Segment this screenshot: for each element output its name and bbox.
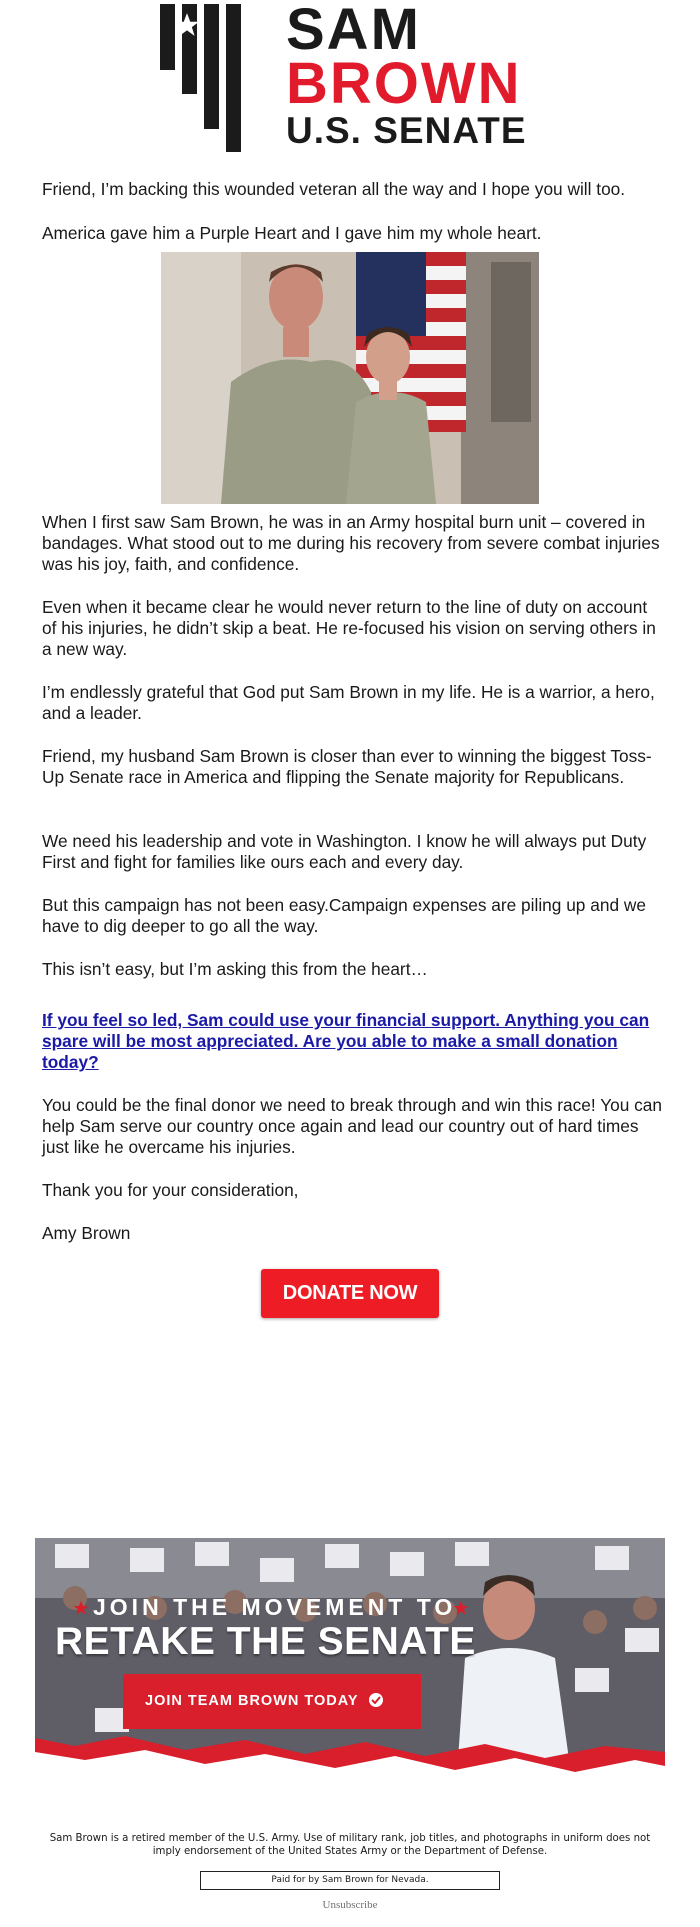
logo-office: U.S. SENATE bbox=[286, 110, 527, 151]
letter-paragraph: We need his leadership and vote in Washington. I know he will always put Duty First and fight for families like ours each and every day. bbox=[42, 831, 647, 872]
letter-paragraph: I’m endlessly grateful that God put Sam Brown in my life. He is a warrior, a hero, and a leader. bbox=[42, 682, 655, 723]
donate-now-button[interactable]: DONATE NOW bbox=[261, 1269, 439, 1318]
star-icon bbox=[174, 12, 200, 38]
logo-name-first: SAM bbox=[286, 0, 421, 62]
join-movement-banner[interactable] bbox=[35, 1538, 665, 1803]
letter-paragraph: This isn’t easy, but I’m asking this from the heart… bbox=[42, 959, 428, 979]
letter-paragraph: Friend, my husband Sam Brown is closer than ever to winning the biggest Toss-Up Senate race in America and flipping the Senate majority for Republicans. bbox=[42, 746, 652, 787]
letter-paragraph: But this campaign has not been easy.Campaign expenses are piling up and we have to dig deeper to go all the way. bbox=[42, 895, 646, 936]
logo-stripe bbox=[160, 4, 175, 70]
letter-paragraph: You could be the final donor we need to break through and win this race! You can help Sam serve our country once again and lead our country out of hard times just like he overcame his injuries. bbox=[42, 1095, 663, 1157]
unsubscribe-link[interactable]: Unsubscribe bbox=[322, 1899, 378, 1911]
banner-headline: RETAKE THE SENATE bbox=[55, 1620, 476, 1663]
sam-and-amy-photo bbox=[161, 252, 539, 504]
letter-paragraph: Thank you for your consideration, bbox=[42, 1180, 299, 1200]
paid-for-box: Paid for by Sam Brown for Nevada. bbox=[200, 1871, 500, 1890]
logo-name-last: BROWN bbox=[286, 51, 522, 116]
star-icon bbox=[73, 1600, 89, 1616]
rally-crowd-image bbox=[35, 1538, 665, 1803]
letter-paragraph: America gave him a Purple Heart and I gave him my whole heart. bbox=[42, 223, 542, 243]
military-disclaimer: Sam Brown is a retired member of the U.S. Army. Use of military rank, job titles, and photographs in uniform does not imply endorsement of the United States Army or the Department of Defense. bbox=[49, 1833, 651, 1857]
join-team-brown-button[interactable] bbox=[123, 1674, 421, 1729]
letter-paragraph: When I first saw Sam Brown, he was in an Army hospital burn unit – covered in bandages. What stood out to me during his recovery from severe combat injuries was his joy, faith, and confidence. bbox=[42, 512, 660, 574]
donation-ask-link[interactable]: If you feel so led, Sam could use your financial support. Anything you can spare will be most appreciated. Are you able to make a small donation today? bbox=[42, 1010, 650, 1072]
signature: Amy Brown bbox=[42, 1223, 131, 1243]
check-circle-icon bbox=[369, 1693, 383, 1707]
sam-brown-logo bbox=[160, 0, 540, 154]
letter-paragraph: Friend, I’m backing this wounded veteran all the way and I hope you will too. bbox=[42, 179, 626, 199]
banner-kicker: JOIN THE MOVEMENT TO bbox=[93, 1594, 457, 1620]
logo-stripe bbox=[204, 4, 219, 129]
join-team-brown-label: JOIN TEAM BROWN TODAY bbox=[145, 1693, 359, 1709]
logo-stripe bbox=[226, 4, 241, 152]
letter-paragraph: Even when it became clear he would never return to the line of duty on account of his injuries, he didn’t skip a beat. He re-focused his vision on serving others in a new way. bbox=[42, 597, 656, 659]
